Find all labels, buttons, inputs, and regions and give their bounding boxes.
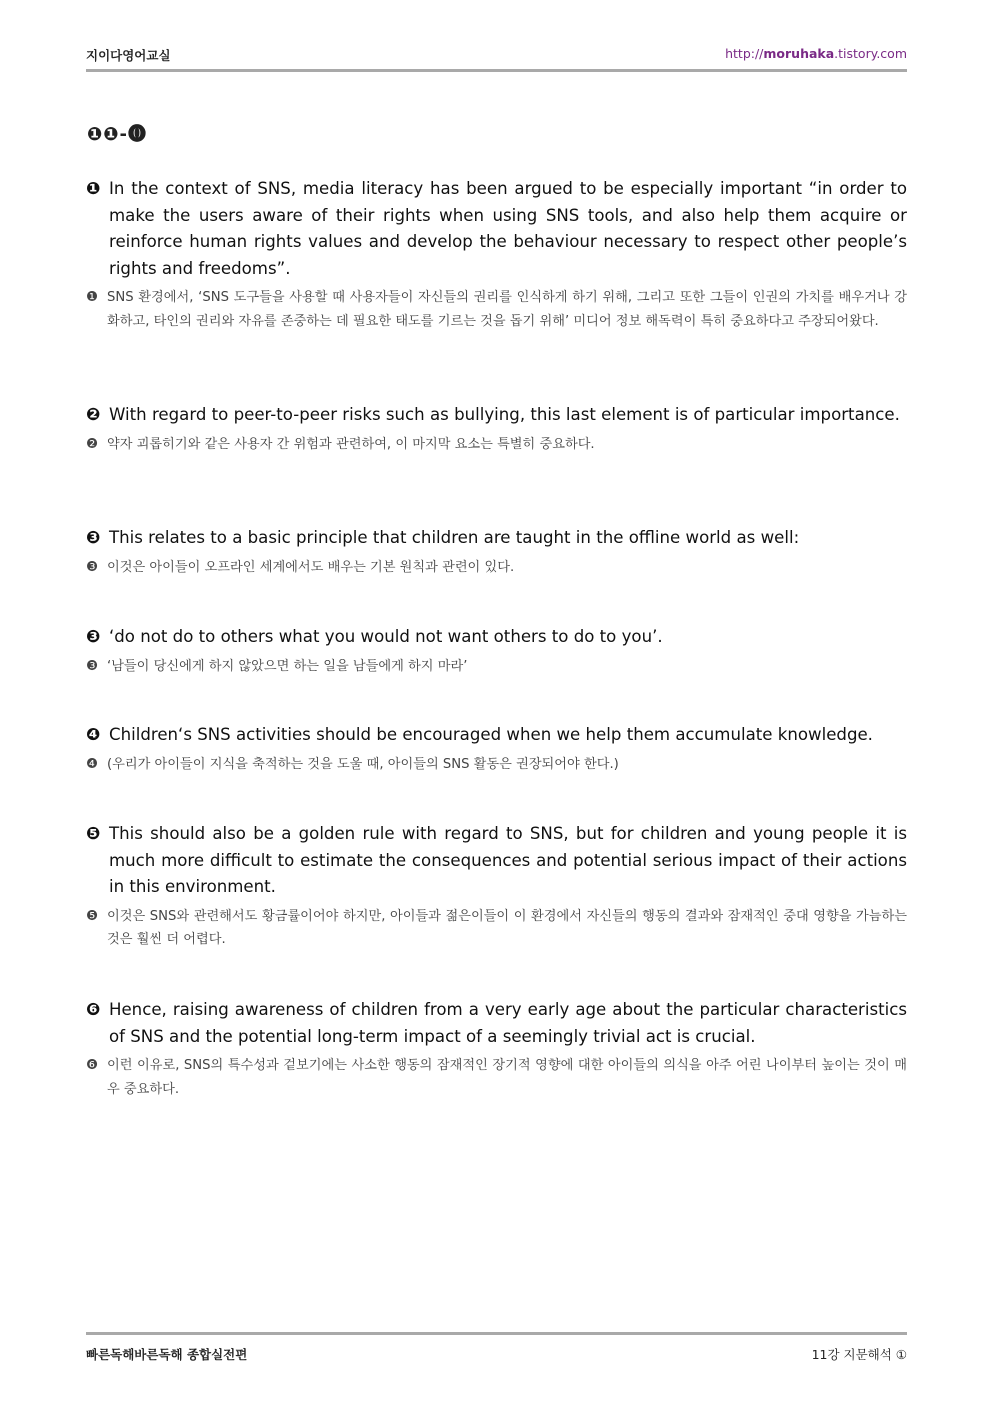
sentence-block (86, 525, 907, 579)
section-id: ❶❶-⓿ (87, 124, 147, 145)
header-divider (86, 69, 907, 72)
korean-text: (우리가 아이들이 지식을 축적하는 것을 도울 때, 아이들의 SNS 활동은 권장되어야 한다.) (107, 756, 619, 772)
sentence-block (86, 997, 907, 1101)
english-text: Children‘s SNS activities should be encouraged when we help them accumulate knowledge. (109, 725, 873, 744)
url-prefix: http:// (725, 46, 764, 61)
korean-text: 이것은 SNS와 관련해서도 황금률이어야 하지만, 아이들과 젊은이들이 이 환경에서 자신들의 행동의 결과와 잠재적인 중대 영향을 가늠하는 것은 훨씬 더 어렵다. (107, 908, 907, 948)
header-title: 지이다영어교실 (86, 48, 171, 63)
footer-divider (86, 1332, 907, 1335)
korean-translation (86, 655, 907, 679)
sentence-block (86, 624, 907, 678)
korean-text: ‘남들이 당신에게 하지 않았으면 하는 일을 남들에게 하지 마라’ (107, 658, 468, 674)
sentence-number: ❺ (86, 824, 101, 844)
url-blog-name: moruhaka (763, 46, 835, 61)
page-header (86, 44, 907, 66)
translation-number: ❸ (86, 558, 99, 575)
english-sentence (86, 402, 907, 429)
english-text: This should also be a golden rule with regard to SNS, but for children and young people it is much more difficult to estimate the consequences and potential serious impact of their actions in this environment. (109, 824, 907, 897)
sentence-block (86, 176, 907, 333)
english-text: With regard to peer-to-peer risks such as bullying, this last element is of particular importance. (109, 405, 900, 424)
translation-number: ❺ (86, 907, 99, 924)
sentence-block (86, 722, 907, 776)
sentence-number: ❷ (86, 405, 101, 425)
translation-number: ❹ (86, 755, 99, 772)
korean-translation (86, 905, 907, 952)
english-sentence (86, 821, 907, 901)
english-text: In the context of SNS, media literacy has been argued to be especially important “in order to make the users aware of their rights when using SNS tools, and also help them acquire or reinforce human rights values and develop the behaviour necessary to respect other people’s rights and freedoms”. (109, 179, 907, 278)
sentence-number: ❻ (86, 1000, 101, 1020)
korean-text: 이것은 아이들이 오프라인 세계에서도 배우는 기본 원칙과 관련이 있다. (107, 559, 515, 575)
sentence-number: ❸ (86, 627, 101, 647)
url-suffix: .tistory.com (834, 46, 907, 61)
english-text: ‘do not do to others what you would not want others to do to you’. (109, 627, 663, 646)
korean-translation (86, 753, 907, 777)
korean-text: SNS 환경에서, ‘SNS 도구들을 사용할 때 사용자들이 자신들의 권리를 인식하게 하기 위해, 그리고 또한 그들이 인권의 가치를 배우거나 강화하고, 타인의 권리와 자유를 존중하는 데 필요한 태도를 기르는 것을 돕기 위해’ 미디어 정보 해독력이 특히 중요하다고 주장되어왔다. (107, 290, 907, 329)
english-sentence (86, 722, 907, 749)
sentence-number: ❹ (86, 725, 101, 745)
footer-book-title: 빠른독해바른독해 종합실전편 (86, 1347, 248, 1362)
korean-translation (86, 1054, 907, 1101)
sentence-number: ❶ (86, 179, 101, 199)
sentence-number: ❸ (86, 528, 101, 548)
translation-number: ❻ (86, 1057, 99, 1074)
english-sentence (86, 176, 907, 282)
translation-number: ❸ (86, 657, 99, 674)
footer-page-label: 11강 지문해석 ① (811, 1347, 907, 1362)
korean-text: 약자 괴롭히기와 같은 사용자 간 위험과 관련하여, 이 마지막 요소는 특별히 중요하다. (107, 436, 595, 452)
sentence-block (86, 821, 907, 952)
translation-number: ❷ (86, 435, 99, 452)
korean-translation (86, 286, 907, 333)
english-text: Hence, raising awareness of children from a very early age about the particular characteristics of SNS and the potential long-term impact of a seemingly trivial act is crucial. (109, 1000, 907, 1046)
english-text: This relates to a basic principle that children are taught in the offline world as well: (109, 528, 800, 547)
english-sentence (86, 624, 907, 651)
english-sentence (86, 997, 907, 1050)
korean-translation (86, 556, 907, 580)
korean-text: 이런 이유로, SNS의 특수성과 겉보기에는 사소한 행동의 잠재적인 장기적 영향에 대한 아이들의 의식을 아주 어린 나이부터 높이는 것이 매우 중요하다. (107, 1058, 907, 1097)
translation-number: ❶ (86, 289, 99, 306)
header-url[interactable] (725, 46, 907, 61)
english-sentence (86, 525, 907, 552)
korean-translation (86, 433, 907, 457)
sentence-block (86, 402, 907, 456)
